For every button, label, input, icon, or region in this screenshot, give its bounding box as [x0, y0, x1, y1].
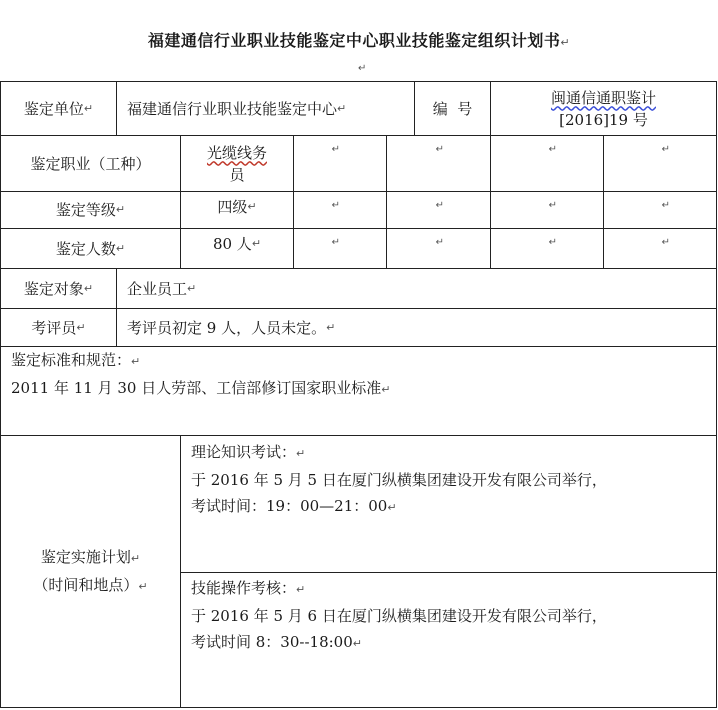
paragraph-mark-icon: ↵: [247, 200, 257, 213]
examiner-label-cell: [0, 308, 116, 346]
examiner-value: 考评员初定 9 人，人员未定。: [127, 318, 327, 337]
level-value-cell: [180, 191, 293, 228]
standard-value: 2011 年 11 月 30 日人劳部、工信部修订国家职业标准: [11, 379, 382, 397]
empty-cell: [490, 135, 603, 191]
paragraph-mark-icon: ↵: [83, 281, 94, 295]
paragraph-mark-icon: ↵: [76, 320, 86, 334]
number-label: 编 号: [432, 99, 473, 118]
skill-line1: 于 2016 年 5 月 6 日在厦门纵横集团建设开发有限公司举行，: [191, 607, 607, 625]
occupation-value-line2: 员: [229, 165, 245, 184]
count-label: 鉴定人数: [55, 239, 116, 258]
paragraph-mark-icon: ↵: [548, 237, 557, 248]
occupation-value-line1: 光缆线务: [206, 143, 267, 162]
empty-cell: [490, 228, 603, 268]
skill-heading: 技能操作考核：: [191, 579, 297, 597]
paragraph-mark-icon: ↵: [381, 383, 391, 396]
plan-label-line2: （时间和地点）: [33, 576, 139, 594]
theory-line1: 于 2016 年 5 月 5 日在厦门纵横集团建设开发有限公司举行，: [191, 471, 607, 489]
paragraph-mark-icon: ↵: [326, 320, 336, 334]
occupation-value-cell: [180, 135, 293, 191]
number-value-line1: 闽通信通职鉴计: [550, 88, 656, 107]
empty-cell: [386, 135, 490, 191]
empty-cell: [293, 135, 386, 191]
count-label-cell: [0, 228, 180, 268]
examiner-label: 考评员: [31, 318, 77, 337]
target-label-cell: [0, 268, 116, 308]
paragraph-mark-icon: ↵: [661, 200, 670, 211]
paragraph-mark-icon: ↵: [131, 355, 141, 368]
theory-line2: 考试时间：19：00—21：00: [191, 497, 388, 515]
occupation-label: 鉴定职业（工种）: [30, 154, 151, 173]
plan-label-cell: [0, 435, 180, 708]
level-label-cell: [0, 191, 180, 228]
paragraph-mark-icon: ↵: [661, 144, 670, 155]
page-title-text: 福建通信行业职业技能鉴定中心职业技能鉴定组织计划书: [147, 31, 561, 50]
unit-value: 福建通信行业职业技能鉴定中心: [127, 99, 338, 118]
paragraph-mark-icon: ↵: [548, 200, 557, 211]
unit-label-cell: [0, 81, 116, 135]
unit-label: 鉴定单位: [23, 99, 84, 118]
empty-cell: [293, 228, 386, 268]
empty-cell: [293, 191, 386, 228]
count-value-cell: [180, 228, 293, 268]
standard-heading: 鉴定标准和规范：: [11, 351, 132, 369]
plan-table: [0, 81, 717, 710]
unit-value-cell: [116, 81, 414, 135]
paragraph-mark-icon: ↵: [331, 200, 340, 211]
paragraph-mark-icon: ↵: [296, 447, 306, 460]
number-label-cell: [414, 81, 490, 135]
plan-label-line1: 鉴定实施计划: [40, 548, 131, 566]
count-value: 80 人: [212, 235, 252, 253]
paragraph-mark-icon: ↵: [435, 237, 444, 248]
paragraph-mark-icon: ↵: [387, 501, 397, 514]
paragraph-mark-icon: ↵: [138, 580, 148, 593]
target-value: 企业员工: [127, 279, 188, 298]
number-value-cell: [490, 81, 717, 135]
empty-cell: [603, 191, 717, 228]
paragraph-mark-icon: ↵: [435, 200, 444, 211]
paragraph-mark-icon: ↵: [296, 583, 306, 596]
skill-exam-cell: [180, 572, 717, 708]
level-value: 四级: [217, 198, 248, 216]
paragraph-mark-icon: ↵: [331, 237, 340, 248]
empty-cell: [603, 228, 717, 268]
paragraph-mark-icon: ↵: [187, 281, 197, 295]
paragraph-mark-icon: ↵: [560, 36, 571, 49]
paragraph-mark-icon: ↵: [331, 144, 340, 155]
level-label: 鉴定等级: [55, 201, 116, 219]
empty-cell: [386, 191, 490, 228]
paragraph-mark-icon: ↵: [115, 241, 126, 255]
paragraph-mark-icon: ↵: [83, 101, 94, 115]
paragraph-mark-icon: ↵: [435, 144, 444, 155]
empty-cell: [603, 135, 717, 191]
number-value-line2: [2016]19 号: [559, 110, 648, 129]
paragraph-mark-icon: ↵: [352, 637, 362, 650]
standard-cell: [0, 346, 717, 435]
paragraph-mark-icon: ↵: [661, 237, 670, 248]
target-value-cell: [116, 268, 717, 308]
paragraph-mark-icon: ↵: [115, 203, 126, 216]
page-title: [0, 28, 718, 51]
empty-cell: [386, 228, 490, 268]
paragraph-mark-icon: ↵: [358, 63, 367, 74]
theory-heading: 理论知识考试：: [191, 443, 297, 461]
target-label: 鉴定对象: [23, 279, 84, 298]
paragraph-mark-icon: ↵: [548, 144, 557, 155]
examiner-value-cell: [116, 308, 717, 346]
paragraph-mark-icon: ↵: [251, 237, 262, 250]
empty-cell: [490, 191, 603, 228]
skill-line2: 考试时间 8：30--18:00: [191, 633, 353, 651]
table-bottom-border: [0, 707, 717, 708]
paragraph-mark-icon: ↵: [337, 101, 347, 115]
paragraph-mark-icon: ↵: [130, 552, 141, 565]
theory-exam-cell: [180, 435, 717, 572]
occupation-label-cell: [0, 135, 180, 191]
